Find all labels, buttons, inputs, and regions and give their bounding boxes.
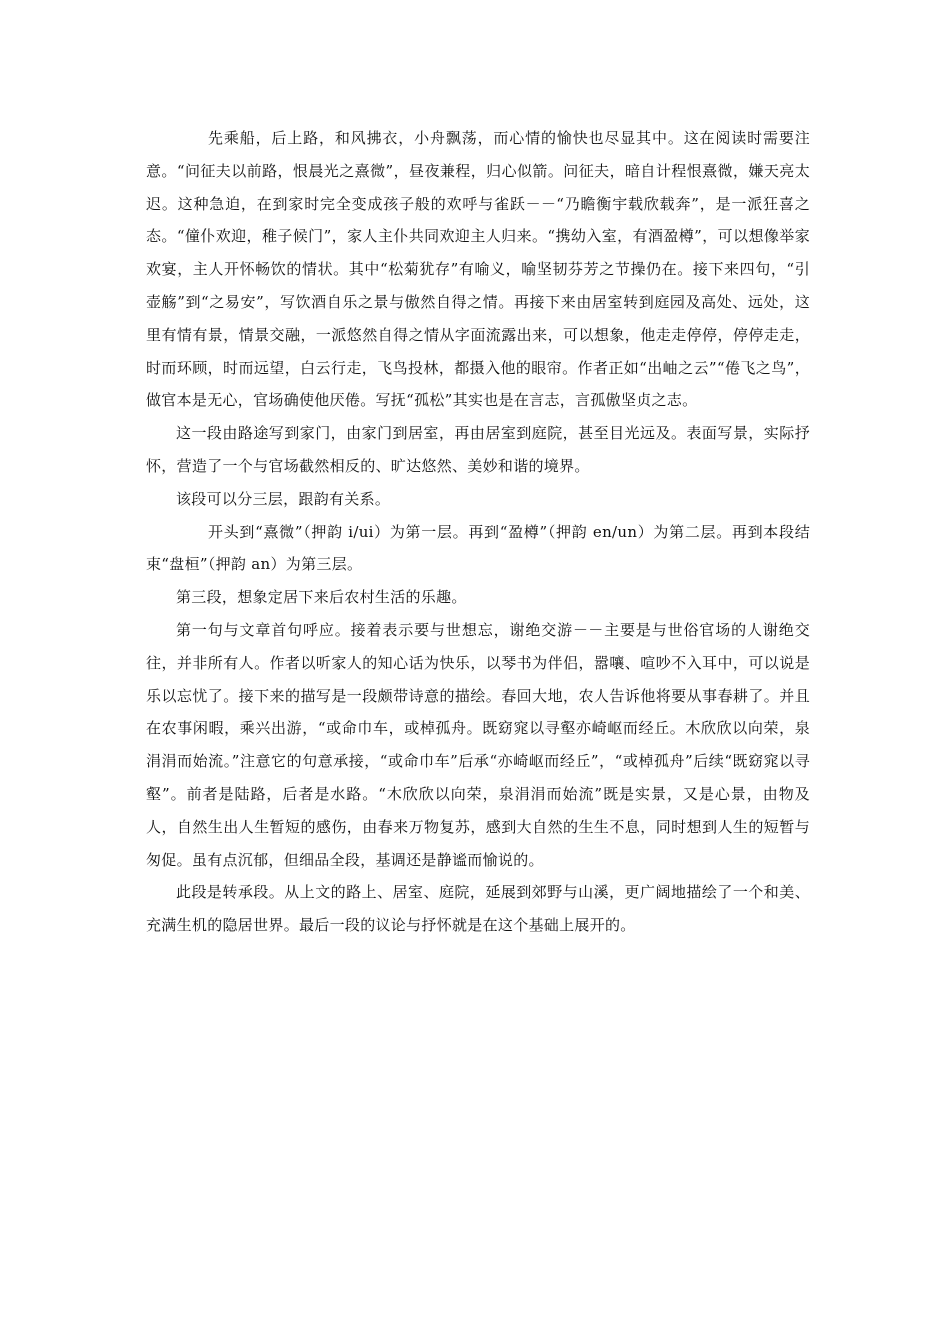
paragraph-journey-home: 先乘船，后上路，和风拂衣，小舟飘荡，而心情的愉快也尽显其中。这在阅读时需要注意。“问征夫以前路，恨晨光之熹微”，昼夜兼程，归心似箭。问征夫，暗自计程恨熹微，嫌天亮太迟。这种急迫，在到家时完全变成孩子般的欢呼与雀跃－－“乃瞻衡宇载欣载奔”，是一派狂喜之态。“僮仆欢迎，稚子候门”，家人主仆共同欢迎主人归来。“携幼入室，有酒盈樽”，可以想像举家欢宴，主人开怀畅饮的情状。其中“松菊犹存”有喻义，喻坚韧芬芳之节操仍在。接下来四句，“引壶觞”到“之易安”，写饮酒自乐之景与傲然自得之情。再接下来由居室转到庭园及高处、远处，这里有情有景，情景交融，一派悠然自得之情从字面流露出来，可以想象，他走走停停，停停走走，时而环顾，时而远望，白云行走，飞鸟投林，都摄入他的眼帘。作者正如“出岫之云”“倦飞之鸟”，做官本是无心，官场确使他厌倦。写抚“孤松”其实也是在言志，言孤傲坚贞之志。 [146, 129, 810, 410]
paragraph-rhyme-layers-intro: 该段可以分三层，跟韵有关系。 [176, 489, 391, 508]
paragraph-rural-life: 第一句与文章首句呼应。接着表示要与世想忘，谢绝交游－－主要是与世俗官场的人谢绝交往，并非所有人。作者以听家人的知心话为快乐，以琴书为伴侣，嚣嚷、喧吵不入耳中，可以说是乐以忘忧了。接下来的描写是一段颇带诗意的描绘。春回大地，农人告诉他将要从事春耕了。并且在农事闲暇，乘兴出游，“或命巾车，或棹孤舟。既窈窕以寻壑亦崎岖而经丘。木欣欣以向荣，泉涓涓而始流。”注意它的句意承接，“或命巾车”后承“亦崎岖而经丘”，“或棹孤舟”后续“既窈窕以寻壑”。前者是陆路，后者是水路。“木欣欣以向荣，泉涓涓而始流”既是实景，又是心景，由物及人，自然生出人生暂短的感伤，由春来万物复苏，感到大自然的生生不息，同时想到人生的短暂与匆促。虽有点沉郁，但细品全段，基调还是静谧而愉说的。 [146, 620, 810, 869]
paragraph-transition: 此段是转承段。从上文的路上、居室、庭院，延展到郊野与山溪，更广阔地描绘了一个和美、充满生机的隐居世界。最后一段的议论与抒怀就是在这个基础上展开的。 [146, 883, 810, 935]
paragraph-section-summary: 这一段由路途写到家门，由家门到居室，再由居室到庭院，甚至目光远及。表面写景，实际抒怀，营造了一个与官场截然相反的、旷达悠然、美妙和谐的境界。 [146, 424, 810, 475]
paragraph-third-section-heading: 第三段，想象定居下来后农村生活的乐趣。 [176, 588, 467, 607]
paragraph-rhyme-layers: 开头到“熹微”（押韵 i/ui）为第一层。再到“盈樽”（押韵 en/un）为第二层。再到本段结束“盘桓”（押韵 an）为第三层。 [146, 522, 810, 574]
document-body [146, 122, 810, 942]
